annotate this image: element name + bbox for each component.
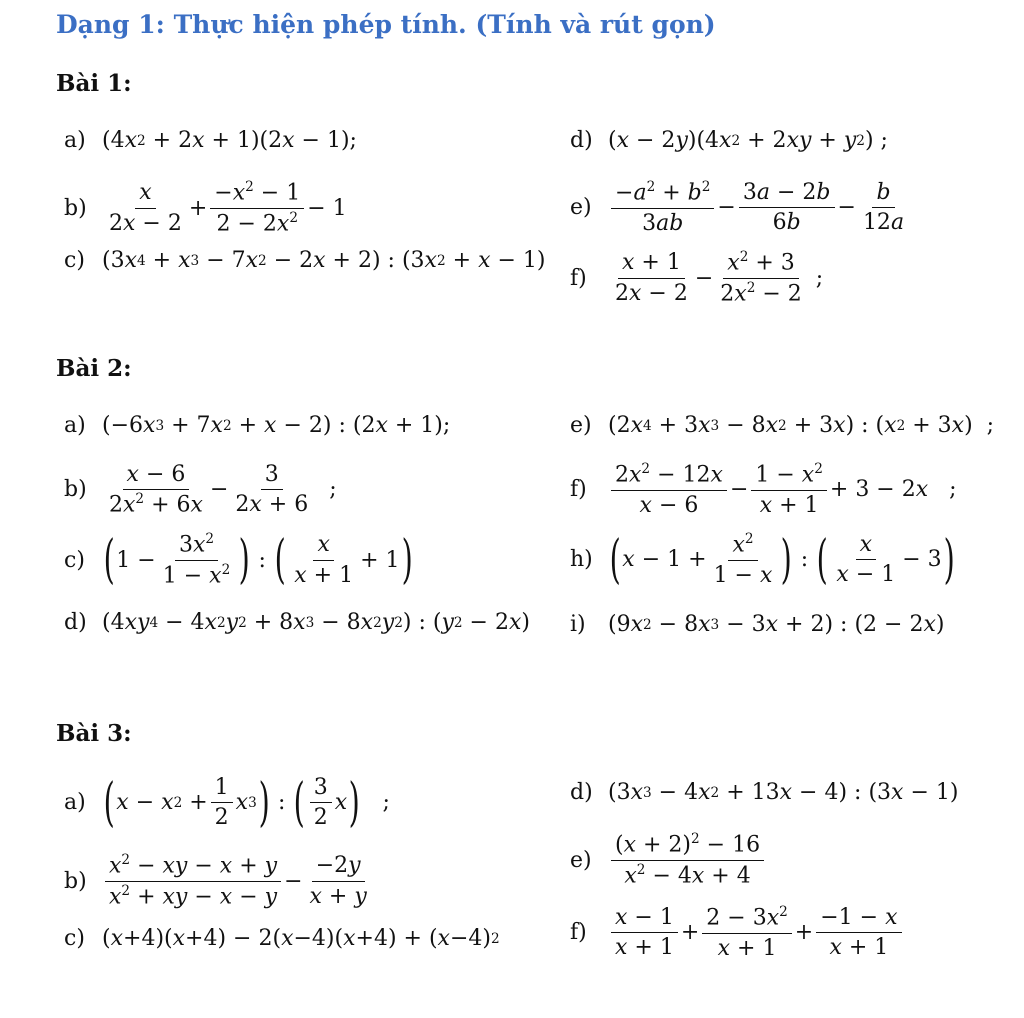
- expression: $-a^2 + b^2$ 3ab − 3a − 2b 6b − b 12a: [608, 180, 911, 236]
- expression: (4 xy 4 − 4 x 2 y 2 + 8 x 3 − 8 x 2 y 2 ) : ( y 2 − 2 x ): [102, 610, 530, 635]
- exercise-1d: d) ( x − 2 y )(4 x 2 + 2 xy + y 2 ) ;: [570, 128, 888, 153]
- expression: x + 1 2x − 2 − $x^2 + 3$ $2x^2 - 2$ ;: [615, 249, 824, 306]
- expression: (4 x 2 + 2 x + 1)(2 x − 1);: [102, 128, 357, 153]
- exercise-3c: c) ( x +4)( x +4) − 2( x −4)( x +4) + ( x −4) 2: [64, 926, 500, 951]
- expression: ( x − x 2 + 1 2 x 3 ) : ( 3 2 x ) ;: [103, 772, 390, 833]
- expression: ( x − 1 + $x^2$ 1 − x ) : ( x x − 1 − 3 ): [609, 529, 955, 590]
- expression: (3 x 3 − 4 x 2 + 13 x − 4) : (3 x − 1): [608, 780, 959, 805]
- exercise-3f: f) x − 1 x + 1 + $2 - 3x^2$ x + 1 + −1 − x x + 1: [570, 905, 905, 961]
- exercise-1a: a) (4 x 2 + 2 x + 1)(2 x − 1);: [64, 128, 357, 153]
- exercise-1f: f) x + 1 2x − 2 − $x^2 + 3$ $2x^2 - 2$ ;: [570, 249, 824, 306]
- exercise-3d: d) (3 x 3 − 4 x 2 + 13 x − 4) : (3 x − 1): [570, 780, 959, 805]
- expression: x − 1 x + 1 + $2 - 3x^2$ x + 1 + −1 − x x + 1: [608, 905, 905, 961]
- exercise-1b: b) x 2x − 2 + $-x^2 - 1$ $2 - 2x^2$ − 1: [64, 179, 347, 236]
- exercise-2e: e) (2 x 4 + 3 x 3 − 8 x 2 + 3 x ) : ( x 2 + 3 x ) ;: [570, 413, 995, 438]
- exercise-2d: d) (4 xy 4 − 4 x 2 y 2 + 8 x 3 − 8 x 2 y 2 ) : ( y 2 − 2 x ): [64, 610, 530, 635]
- exercise-1e: e) $-a^2 + b^2$ 3ab − 3a − 2b 6b − b 12a: [570, 180, 911, 236]
- expression: (3 x 4 + x 3 − 7 x 2 − 2 x + 2) : (3 x 2 + x − 1): [102, 248, 546, 273]
- exercise-2c: c) ( 1 − $3x^2$ $1 - x^2$ ) : ( x x + 1 + 1 ): [64, 530, 413, 591]
- section-title-bai-1: Bài 1:: [56, 70, 132, 97]
- exercise-2h: h) ( x − 1 + $x^2$ 1 − x ) : ( x x − 1 − 3 ): [570, 529, 955, 590]
- exercise-2f: f) $2x^2 - 12x$ x − 6 − $1 - x^2$ x + 1 + 3 − 2 x ;: [570, 461, 957, 518]
- expression: ( x +4)( x +4) − 2( x −4)( x +4) + ( x −4) 2: [102, 926, 500, 951]
- page-heading: Dạng 1: Thực hiện phép tính. (Tính và rút gọn): [56, 10, 716, 39]
- expression: (2 x 4 + 3 x 3 − 8 x 2 + 3 x ) : ( x 2 + 3 x ) ;: [608, 413, 995, 438]
- expression: $(x + 2)^2 - 16$ $x^2 - 4x + 4$: [608, 832, 767, 888]
- expression: x 2x − 2 + $-x^2 - 1$ $2 - 2x^2$ − 1: [109, 179, 347, 236]
- expression: $2x^2 - 12x$ x − 6 − $1 - x^2$ x + 1 + 3 − 2 x ;: [608, 462, 957, 518]
- exercise-2i: i) (9 x 2 − 8 x 3 − 3 x + 2) : (2 − 2 x ): [570, 612, 945, 637]
- exercise-3a: a) ( x − x 2 + 1 2 x 3 ) : ( 3 2 x ) ;: [64, 772, 390, 833]
- exercise-1c: c) (3 x 4 + x 3 − 7 x 2 − 2 x + 2) : (3 x 2 + x − 1): [64, 248, 546, 273]
- expression: (−6 x 3 + 7 x 2 + x − 2) : (2 x + 1);: [102, 413, 451, 438]
- exercise-2a: a) (−6 x 3 + 7 x 2 + x − 2) : (2 x + 1);: [64, 413, 451, 438]
- expression: (9 x 2 − 8 x 3 − 3 x + 2) : (2 − 2 x ): [608, 612, 945, 637]
- exercise-3e: e) $(x + 2)^2 - 16$ $x^2 - 4x + 4$: [570, 832, 767, 888]
- expression: ( x − 2 y )(4 x 2 + 2 xy + y 2 ) ;: [608, 128, 888, 153]
- exercise-3b: b) $x^2$ − xy − x + y $x^2$ + xy − x − y − −2y x + y: [64, 853, 374, 909]
- expression: x − 6 $2x^2 + 6x$ − 3 2x + 6 ;: [109, 462, 337, 518]
- section-title-bai-2: Bài 2:: [56, 355, 132, 382]
- exercise-2b: b) x − 6 $2x^2 + 6x$ − 3 2x + 6 ;: [64, 462, 337, 518]
- section-title-bai-3: Bài 3:: [56, 720, 132, 747]
- expression: $x^2$ − xy − x + y $x^2$ + xy − x − y − −2y x + y: [102, 853, 374, 909]
- expression: ( 1 − $3x^2$ $1 - x^2$ ) : ( x x + 1 + 1 ): [103, 530, 413, 591]
